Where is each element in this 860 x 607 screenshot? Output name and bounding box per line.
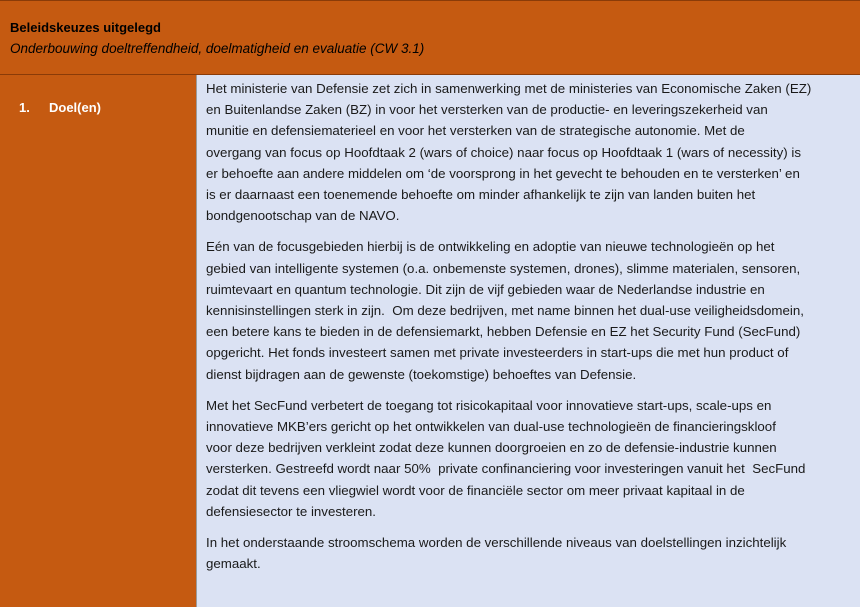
section-content bbox=[197, 75, 860, 607]
paragraph-1: Het ministerie van Defensie zet zich in samenwerking met de ministeries van Economische Zaken (EZ) en Buitenlandse Zaken (BZ) in voor het versterken van de productie- en leveringszekerheid van munitie en defensiematerieel en voor het versterken van de strategische autonomie. Met de overgang van focus op Hoofdtaak 2 (wars of choice) naar focus op Hoofdtaak 1 (wars of necessity) is er behoefte aan andere middelen om ‘de voorsprong in het gevecht te behouden en te versterken’ en is er daarnaast een toenemende behoefte om minder afhankelijk te zijn van landen buiten het bondgenootschap van de NAVO. bbox=[206, 81, 812, 224]
section-label: Doel(en) bbox=[49, 100, 101, 115]
section-label-column bbox=[0, 75, 197, 607]
header-subtitle: Onderbouwing doeltreffendheid, doelmatigheid en evaluatie (CW 3.1) bbox=[10, 41, 425, 56]
header-bar bbox=[0, 0, 860, 75]
paragraph-3: Met het SecFund verbetert de toegang tot risicokapitaal voor innovatieve start-ups, scale-ups en innovatieve MKB’ers gericht op het ontwikkelen van dual-use technologieën de financieringskloof voor deze bedrijven verkleint zodat deze kunnen doorgroeien en zo de defensie-industrie kunnen versterken. Gestreefd wordt naar 50% private confinanciering voor investeringen vanuit het SecFund zodat dit tevens een vliegwiel wordt voor de financiële sector om meer privaat kapitaal in de defensiesector te investeren. bbox=[206, 397, 806, 519]
paragraph-4: In het onderstaande stroomschema worden de verschillende niveaus van doelstellingen inzichtelijk gemaakt. bbox=[206, 535, 787, 572]
header-title: Beleidskeuzes uitgelegd bbox=[10, 20, 161, 35]
section-number: 1. bbox=[19, 100, 30, 115]
paragraph-2: Eén van de focusgebieden hierbij is de ontwikkeling en adoptie van nieuwe technologieën op het gebied van intelligente systemen (o.a. onbemenste systemen, drones), slimme materialen, sensoren, ruimtevaart en quantum technologie. Dit zijn de vijf gebieden waar de Nederlandse industrie en kennisinstellingen sterk in zijn. Om deze bedrijven, met name binnen het dual-use veiligheidsdomein, een betere kans te bieden in de defensiemarkt, hebben Defensie en EZ het Security Fund (SecFund) opgericht. Het fonds investeert samen met private investeerders in start-ups die met hun product of dienst bijdragen aan de gewenste (toekomstige) behoeftes van Defensie. bbox=[206, 239, 804, 382]
